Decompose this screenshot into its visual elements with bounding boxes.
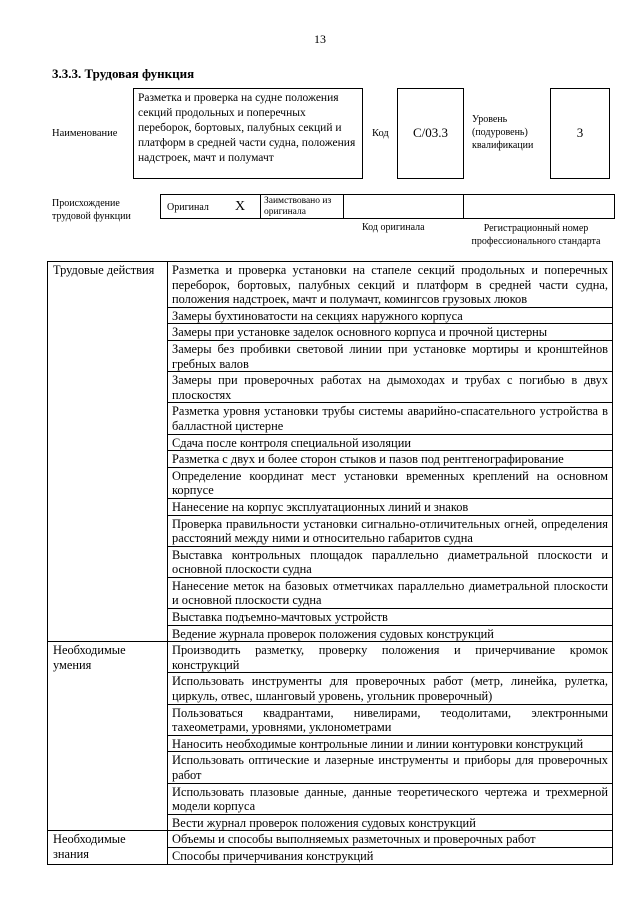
level-label-text: Уровень (подуровень) квалификации [472, 114, 534, 151]
borrowed-cell [261, 195, 344, 218]
item-cell: Разметка и проверка установки на стапеле секций продольных и поперечных переборок, бортовых, палубных секций и платформ в средней части судна, положения надстроек, мачт и полумачт, комингсов грузовых люков [168, 262, 613, 308]
item-cell: Пользоваться квадрантами, нивелирами, теодолитами, электронными тахеометрами, уровнями, уклонометрами [168, 704, 613, 735]
item-cell: Разметка с двух и более сторон стыков и пазов под рентгенографирование [168, 451, 613, 468]
item-cell: Выставка подъемно-мачтовых устройств [168, 609, 613, 626]
item-cell: Разметка уровня установки трубы системы аварийно-спасательного устройства в балластной цистерне [168, 403, 613, 434]
table-row [48, 642, 613, 673]
item-cell: Нанесение меток на базовых отметчиках параллельно диаметральной плоскости и основной плоскости судна [168, 577, 613, 608]
item-cell: Выставка контрольных площадок параллельно диаметральной плоскости и основной плоскости судна [168, 546, 613, 577]
item-cell: Использовать плазовые данные, данные теоретического чертежа и трехмерной модели корпуса [168, 783, 613, 814]
level-value-box: 3 [550, 88, 610, 179]
item-cell: Производить разметку, проверку положения и причерчивание кромок конструкций [168, 642, 613, 673]
item-cell: Использовать инструменты для проверочных работ (метр, линейка, рулетка, циркуль, отвес, шланговый уровень, угольник проверочный) [168, 673, 613, 704]
code-value-box: C/03.3 [397, 88, 464, 179]
category-cell: Трудовые действия [48, 262, 168, 642]
item-cell: Нанесение на корпус эксплуатационных линий и знаков [168, 498, 613, 515]
level-label [472, 113, 544, 152]
original-cell [161, 195, 261, 218]
labor-function-table-body [48, 262, 613, 865]
item-cell: Объемы и способы выполняемых разметочных и проверочных работ [168, 831, 613, 848]
section-title: 3.3.3. Трудовая функция [52, 66, 195, 81]
code-original-label: Код оригинала [362, 222, 425, 233]
item-cell: Ведение журнала проверок положения судовых конструкций [168, 625, 613, 642]
category-cell: Необходимые умения [48, 642, 168, 831]
borrowed-label: Заимствовано из оригинала [264, 196, 332, 217]
registration-number-label: Регистрационный номер профессионального стандарта [471, 223, 601, 247]
original-label: Оригинал [167, 202, 209, 213]
item-cell: Проверка правильности установки сигнально-отличительных огней, определения расстояний между ними и относительно габаритов судна [168, 515, 613, 546]
item-cell: Замеры при установке заделок основного корпуса и прочной цистерны [168, 324, 613, 341]
page-number: 13 [314, 32, 326, 46]
item-cell: Сдача после контроля специальной изоляции [168, 434, 613, 451]
category-cell: Необходимые знания [48, 831, 168, 864]
item-cell: Использовать оптические и лазерные инструменты и приборы для проверочных работ [168, 752, 613, 783]
name-label: Наименование [52, 128, 118, 139]
table-row [48, 831, 613, 848]
item-cell: Вести журнал проверок положения судовых конструкций [168, 814, 613, 831]
item-cell: Наносить необходимые контрольные линии и линии контуровки конструкций [168, 735, 613, 752]
table-row [48, 262, 613, 308]
item-cell: Замеры при проверочных работах на дымоходах и трубах с погибью в двух плоскостях [168, 372, 613, 403]
code-original-cell [344, 195, 464, 218]
origin-row [160, 194, 615, 219]
item-cell: Замеры бухтиноватости на секциях наружного корпуса [168, 307, 613, 324]
labor-function-table [47, 261, 613, 865]
function-name-box: Разметка и проверка на судне положения секций продольных и поперечных переборок, бортовых, палубных секций и платформ в средней части судна, положения надстроек, мачт и полумачт [133, 88, 363, 179]
original-mark: X [235, 199, 246, 214]
code-label: Код [372, 128, 389, 139]
item-cell: Замеры без пробивки световой линии при установке мортиры и кронштейнов гребных валов [168, 340, 613, 371]
item-cell: Способы причерчивания конструкций [168, 847, 613, 864]
origin-label [52, 197, 147, 223]
item-cell: Определение координат мест установки временных креплений на основном корпусе [168, 467, 613, 498]
origin-label-text: Происхождение трудовой функции [52, 198, 131, 222]
